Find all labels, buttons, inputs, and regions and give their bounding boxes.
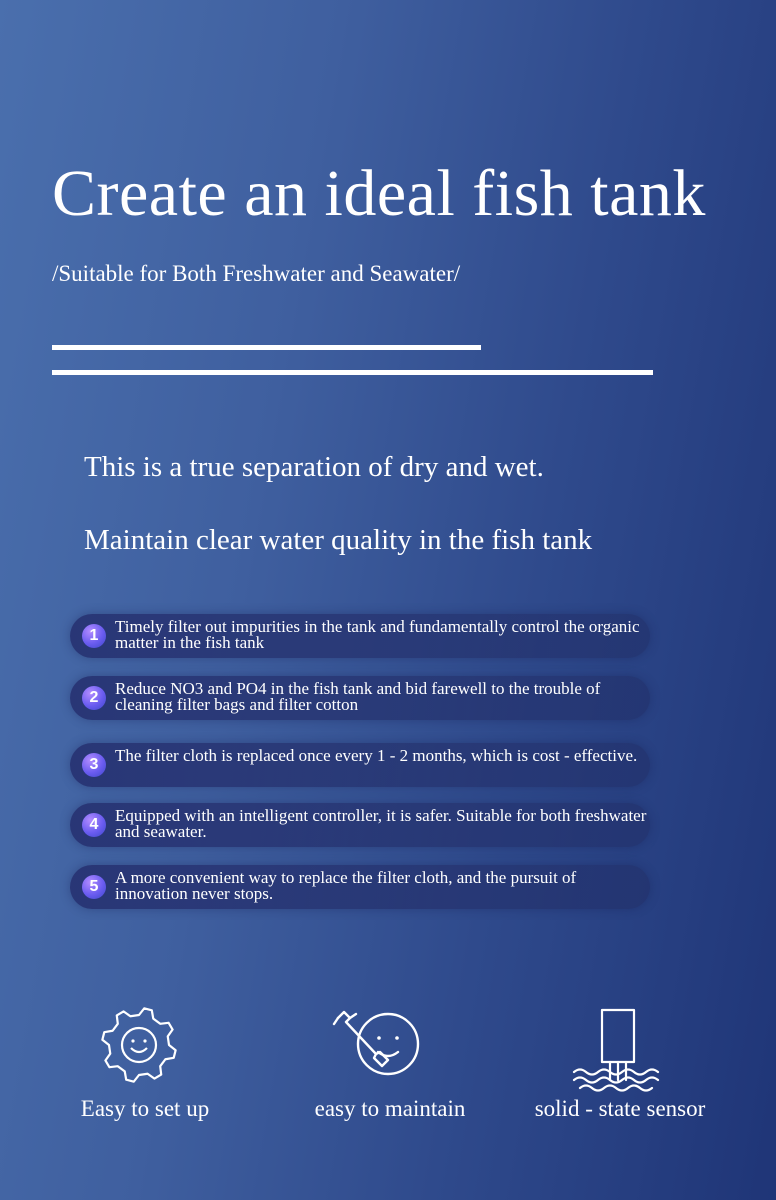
feature-text: Equipped with an intelligent controller, it is safer. Suitable for both freshwater and seawater. (115, 806, 647, 841)
divider-long (52, 370, 653, 375)
smiling-gear-icon (100, 1006, 178, 1084)
divider-short (52, 345, 481, 350)
number-badge: 5 (82, 875, 106, 899)
benefit-label-setup: Easy to set up (80, 1096, 210, 1121)
benefit-label-maintain: easy to maintain (314, 1096, 466, 1121)
intro-line-2: Maintain clear water quality in the fish tank (84, 524, 593, 556)
feature-item-5 (70, 865, 650, 909)
intro-line-1: This is a true separation of dry and wet. (84, 451, 544, 483)
feature-text: A more convenient way to replace the filter cloth, and the pursuit of innovation never stops. (115, 868, 577, 903)
feature-text: Timely filter out impurities in the tank and fundamentally control the organic matter in the fish tank (115, 617, 640, 652)
feature-item-1 (70, 614, 650, 658)
feature-text: The filter cloth is replaced once every 1 - 2 months, which is cost - effective. (115, 746, 638, 765)
feature-item-3 (70, 743, 650, 787)
number-badge: 3 (82, 753, 106, 777)
feature-item-2 (70, 676, 650, 720)
benefit-label-sensor: solid - state sensor (534, 1096, 706, 1121)
wrench-smiley-icon (332, 1008, 426, 1082)
page-subtitle: /Suitable for Both Freshwater and Seawater/ (52, 261, 461, 286)
water-sensor-icon (570, 1006, 666, 1094)
feature-item-4 (70, 803, 650, 847)
number-badge: 4 (82, 813, 106, 837)
number-badge: 1 (82, 624, 106, 648)
feature-text: Reduce NO3 and PO4 in the fish tank and bid farewell to the trouble of cleaning filter bags and filter cotton (115, 679, 601, 714)
number-badge: 2 (82, 686, 106, 710)
page-title: Create an ideal fish tank (52, 157, 706, 230)
